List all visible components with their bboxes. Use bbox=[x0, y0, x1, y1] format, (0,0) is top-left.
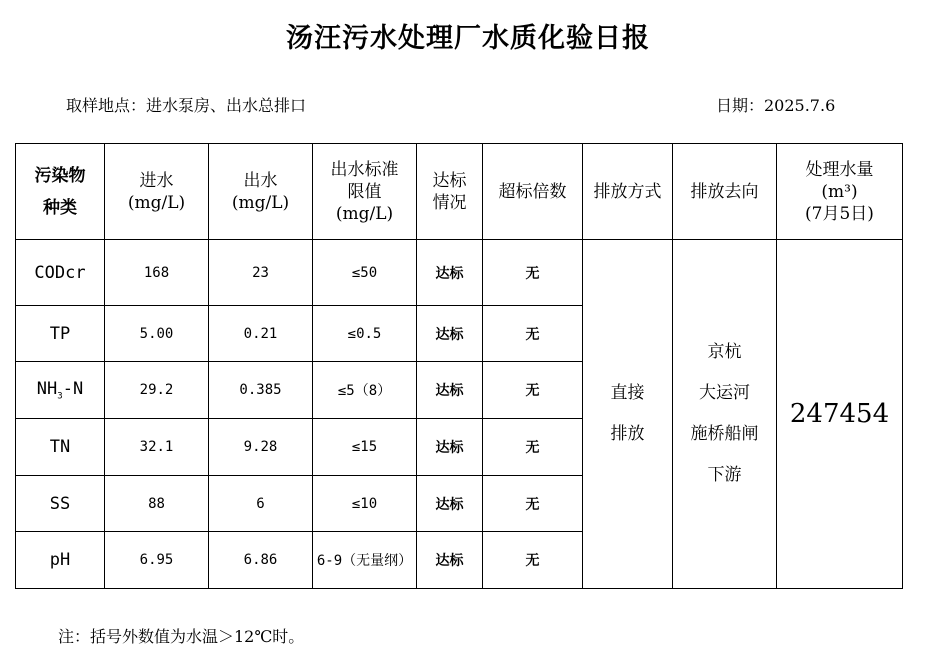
footnote: 注：括号外数值为水温＞12℃时。 bbox=[58, 627, 305, 646]
table-header-row bbox=[16, 144, 903, 240]
exceed-value: 无 bbox=[483, 419, 583, 476]
exceed-value: 无 bbox=[483, 476, 583, 532]
status-value: 达标 bbox=[417, 532, 483, 589]
status-value: 达标 bbox=[417, 419, 483, 476]
header-discharge-method: 排放方式 bbox=[583, 144, 673, 240]
header-discharge-dest: 排放去向 bbox=[673, 144, 777, 240]
pollutant-name: pH bbox=[16, 532, 105, 589]
outflow-value: 23 bbox=[209, 240, 313, 306]
limit-value: ≤0.5 bbox=[313, 306, 417, 362]
header-pollutant: 污染物 种类 bbox=[16, 144, 105, 240]
discharge-method-cell: 直接 排放 bbox=[583, 240, 673, 589]
inflow-value: 29.2 bbox=[105, 362, 209, 419]
outflow-value: 0.21 bbox=[209, 306, 313, 362]
limit-value: ≤15 bbox=[313, 419, 417, 476]
pollutant-name: $NH_3-N$ bbox=[16, 362, 105, 419]
pollutant-name: SS bbox=[16, 476, 105, 532]
volume-value: 247454 bbox=[777, 240, 903, 589]
inflow-value: 5.00 bbox=[105, 306, 209, 362]
table-row bbox=[16, 240, 903, 306]
status-value: 达标 bbox=[417, 476, 483, 532]
inflow-value: 168 bbox=[105, 240, 209, 306]
header-exceed: 超标倍数 bbox=[483, 144, 583, 240]
header-outflow: 出水 (mg/L) bbox=[209, 144, 313, 240]
status-value: 达标 bbox=[417, 362, 483, 419]
limit-value: ≤5（8） bbox=[313, 362, 417, 419]
pollutant-name: TP bbox=[16, 306, 105, 362]
exceed-value: 无 bbox=[483, 306, 583, 362]
header-limit: 出水标准 限值 (mg/L) bbox=[313, 144, 417, 240]
header-volume: 处理水量 (m³) (7月5日) bbox=[777, 144, 903, 240]
pollutant-name: CODcr bbox=[16, 240, 105, 306]
status-value: 达标 bbox=[417, 306, 483, 362]
report-title: 汤汪污水处理厂水质化验日报 bbox=[286, 23, 650, 54]
limit-value: ≤50 bbox=[313, 240, 417, 306]
inflow-value: 88 bbox=[105, 476, 209, 532]
inflow-value: 32.1 bbox=[105, 419, 209, 476]
outflow-value: 6.86 bbox=[209, 532, 313, 589]
exceed-value: 无 bbox=[483, 362, 583, 419]
header-inflow: 进水 (mg/L) bbox=[105, 144, 209, 240]
outflow-value: 9.28 bbox=[209, 419, 313, 476]
status-value: 达标 bbox=[417, 240, 483, 306]
limit-value: 6-9（无量纲） bbox=[313, 532, 417, 589]
water-quality-table bbox=[15, 143, 903, 589]
pollutant-name: TN bbox=[16, 419, 105, 476]
exceed-value: 无 bbox=[483, 240, 583, 306]
report-date: 日期：2025.7.6 bbox=[716, 96, 836, 115]
exceed-value: 无 bbox=[483, 532, 583, 589]
outflow-value: 6 bbox=[209, 476, 313, 532]
sampling-location: 取样地点：进水泵房、出水总排口 bbox=[66, 96, 307, 115]
inflow-value: 6.95 bbox=[105, 532, 209, 589]
outflow-value: 0.385 bbox=[209, 362, 313, 419]
discharge-dest-cell: 京杭 大运河 施桥船闸 下游 bbox=[673, 240, 777, 589]
limit-value: ≤10 bbox=[313, 476, 417, 532]
header-compliance: 达标 情况 bbox=[417, 144, 483, 240]
